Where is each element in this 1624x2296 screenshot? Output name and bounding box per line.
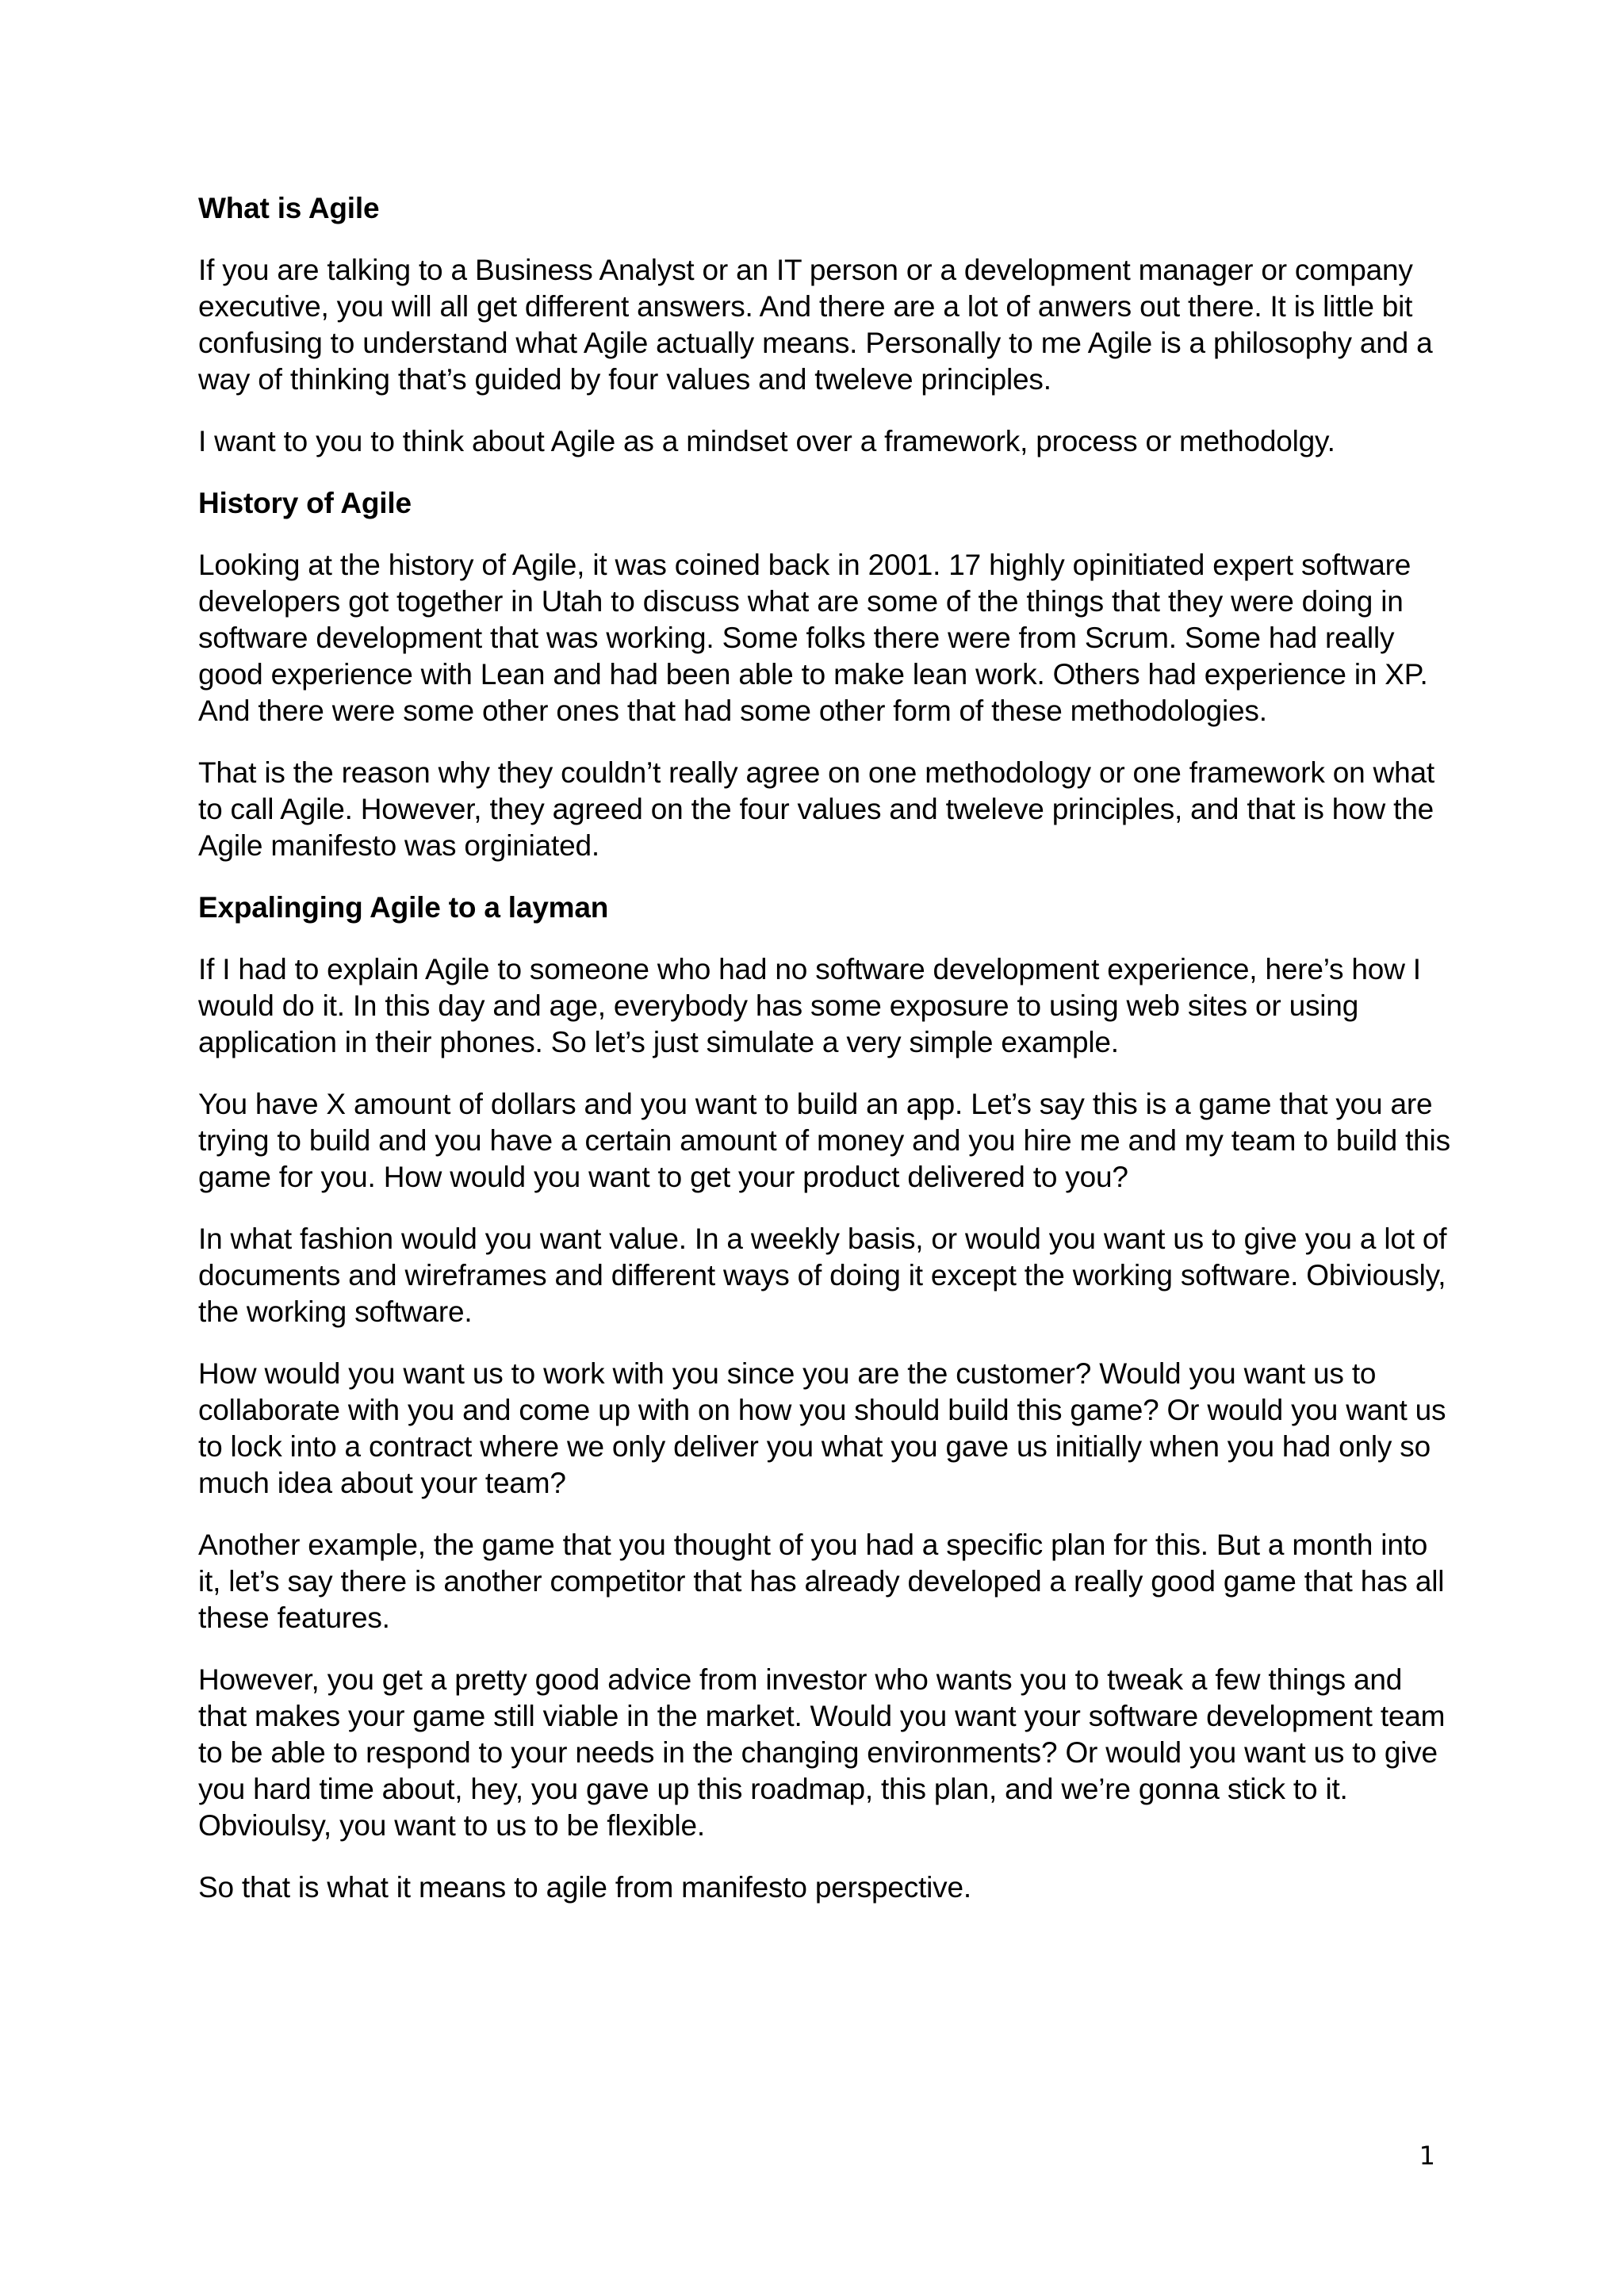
- paragraph: However, you get a pretty good advice from investor who wants you to tweak a few things and that makes your game still viable in the market. Would you want your software development team to be able to respond to your needs in the changing environments? Or would you want us to give you hard time about, hey, you gave up this roadmap, this plan, and we’re gonna stick to it. Obvioulsy, you want to us to be flexible.: [198, 1663, 1446, 1842]
- heading-what-is-agile: What is Agile: [198, 192, 380, 224]
- document-page: [198, 190, 1451, 1931]
- paragraph: I want to you to think about Agile as a mindset over a framework, process or methodolgy.: [198, 425, 1335, 457]
- paragraph: If I had to explain Agile to someone who had no software development experience, here’s how I would do it. In this day and age, everybody has some exposure to using web sites or using application in their phones. So let’s just simulate a very simple example.: [198, 953, 1421, 1058]
- paragraph: So that is what it means to agile from manifesto perspective.: [198, 1871, 971, 1904]
- paragraph: In what fashion would you want value. In a weekly basis, or would you want us to give you a lot of documents and wireframes and different ways of doing it except the working software. Obiviously, the working software.: [198, 1223, 1447, 1328]
- heading-explaining-agile: Expalinging Agile to a layman: [198, 891, 609, 924]
- paragraph: If you are talking to a Business Analyst or an IT person or a development manager or company executive, you will all get different answers. And there are a lot of anwers out there. It is little bit confusing to understand what Agile actually means. Personally to me Agile is a philosophy and a way of thinking that’s guided by four values and tweleve principles.: [198, 254, 1433, 396]
- paragraph: You have X amount of dollars and you want to build an app. Let’s say this is a game that you are trying to build and you have a certain amount of money and you hire me and my team to build this game for you. How would you want to get your product delivered to you?: [198, 1088, 1450, 1193]
- paragraph: Another example, the game that you thought of you had a specific plan for this. But a month into it, let’s say there is another competitor that has already developed a really good game that has all these features.: [198, 1529, 1445, 1634]
- paragraph: That is the reason why they couldn’t really agree on one methodology or one framework on what to call Agile. However, they agreed on the four values and tweleve principles, and that is how the Agile manifesto was orginiated.: [198, 756, 1434, 862]
- page-number: 1: [1419, 2141, 1435, 2171]
- paragraph: Looking at the history of Agile, it was coined back in 2001. 17 highly opinitiated expert software developers got together in Utah to discuss what are some of the things that they were doing in software development that was working. Some folks there were from Scrum. Some had really good experience with Lean and had been able to make lean work. Others had experience in XP. And there were some other ones that had some other form of these methodologies.: [198, 549, 1428, 727]
- paragraph: How would you want us to work with you since you are the customer? Would you want us to collaborate with you and come up with on how you should build this game? Or would you want us to lock into a contract where we only deliver you what you gave us initially when you had only so much idea about your team?: [198, 1357, 1446, 1499]
- heading-history-of-agile: History of Agile: [198, 487, 412, 519]
